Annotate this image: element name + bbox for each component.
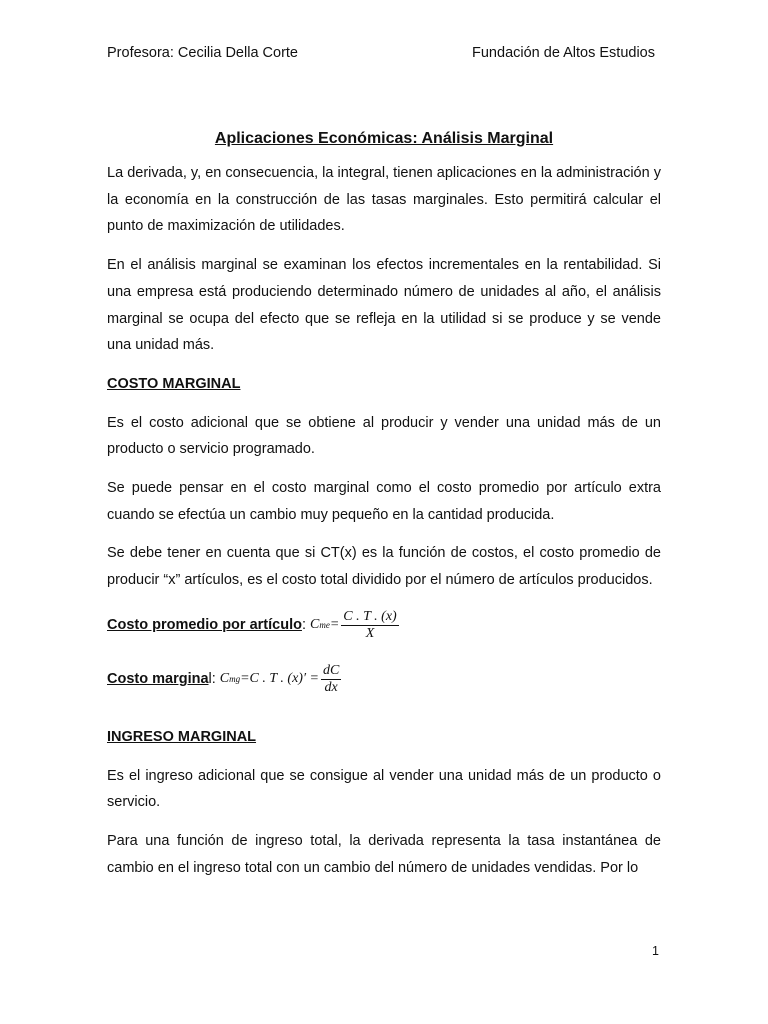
formula-costo-promedio-math: [310, 609, 399, 642]
header-author: Profesora: Cecilia Della Corte: [107, 45, 298, 61]
formula-costo-marginal-label-tail: l:: [208, 671, 216, 688]
formula-costo-promedio-numerator: C . T . (x): [343, 609, 397, 625]
page-number: 1: [652, 944, 659, 958]
formula-costo-promedio-label: Costo promedio por artículo: [107, 617, 302, 634]
header-institution: Fundación de Altos Estudios: [472, 45, 655, 61]
intro-paragraph-1: La derivada, y, en consecuencia, la integral, tienen aplicaciones en la administración y la economía en la construcción de las tasas marginales. Esto permitirá calcular el punto de maximización de utilidades.: [107, 165, 661, 235]
intro-paragraph-2: En el análisis marginal se examinan los efectos incrementales en la rentabilidad. Si una empresa está produciendo determinado número de unidades al año, el análisis marginal se ocupa del efecto que se refleja en la utilidad si se produce y se vende una unidad más.: [107, 257, 661, 354]
formula-costo-marginal-lhs: C: [219, 671, 230, 687]
ingreso-marginal-paragraph-2: Para una función de ingreso total, la derivada representa la tasa instantánea de cambio en el ingreso total con un cambio del número de unidades vendidas. Por lo: [107, 832, 661, 876]
formula-costo-marginal-math: [220, 663, 342, 696]
document-body: [107, 128, 661, 893]
formula-costo-promedio-lhs-sub: me: [319, 620, 330, 631]
formula-costo-promedio-lhs: C: [309, 617, 320, 633]
formula-costo-promedio-colon: :: [301, 617, 306, 634]
formula-costo-marginal-numerator: dC: [322, 663, 340, 679]
section-heading-costo-marginal: COSTO MARGINAL: [107, 375, 241, 392]
formula-costo-marginal-label: Costo margina: [107, 671, 209, 688]
costo-marginal-paragraph-3: Se debe tener en cuenta que si CT(x) es la función de costos, el costo promedio de producir “x” artículos, es el costo total dividido por el número de artículos producidos.: [107, 545, 661, 589]
section-heading-ingreso-marginal: INGRESO MARGINAL: [107, 728, 257, 745]
formula-costo-marginal-denominator: dx: [324, 680, 338, 696]
formula-costo-marginal-fraction: [321, 663, 341, 696]
formula-costo-promedio-eq: =: [329, 617, 340, 633]
formula-costo-promedio-denominator: X: [365, 626, 375, 642]
ingreso-marginal-paragraph-1: Es el ingreso adicional que se consigue al vender una unidad más de un producto o servicio.: [107, 767, 661, 811]
formula-costo-marginal-mid: =C . T . (x)′ =: [240, 671, 319, 687]
page-header: [107, 45, 655, 61]
formula-costo-marginal: [107, 660, 661, 700]
formula-costo-promedio-fraction: [341, 609, 398, 642]
costo-marginal-paragraph-2: Se puede pensar en el costo marginal como el costo promedio por artículo extra cuando se efectúa un cambio muy pequeño en la cantidad producida.: [107, 480, 661, 523]
costo-marginal-paragraph-1: Es el costo adicional que se obtiene al producir y vender una unidad más de un producto o servicio programado.: [107, 414, 661, 458]
formula-costo-marginal-lhs-sub: mg: [229, 674, 241, 685]
formula-costo-promedio: [107, 606, 661, 646]
document-title: Aplicaciones Económicas: Análisis Marginal: [214, 130, 554, 147]
